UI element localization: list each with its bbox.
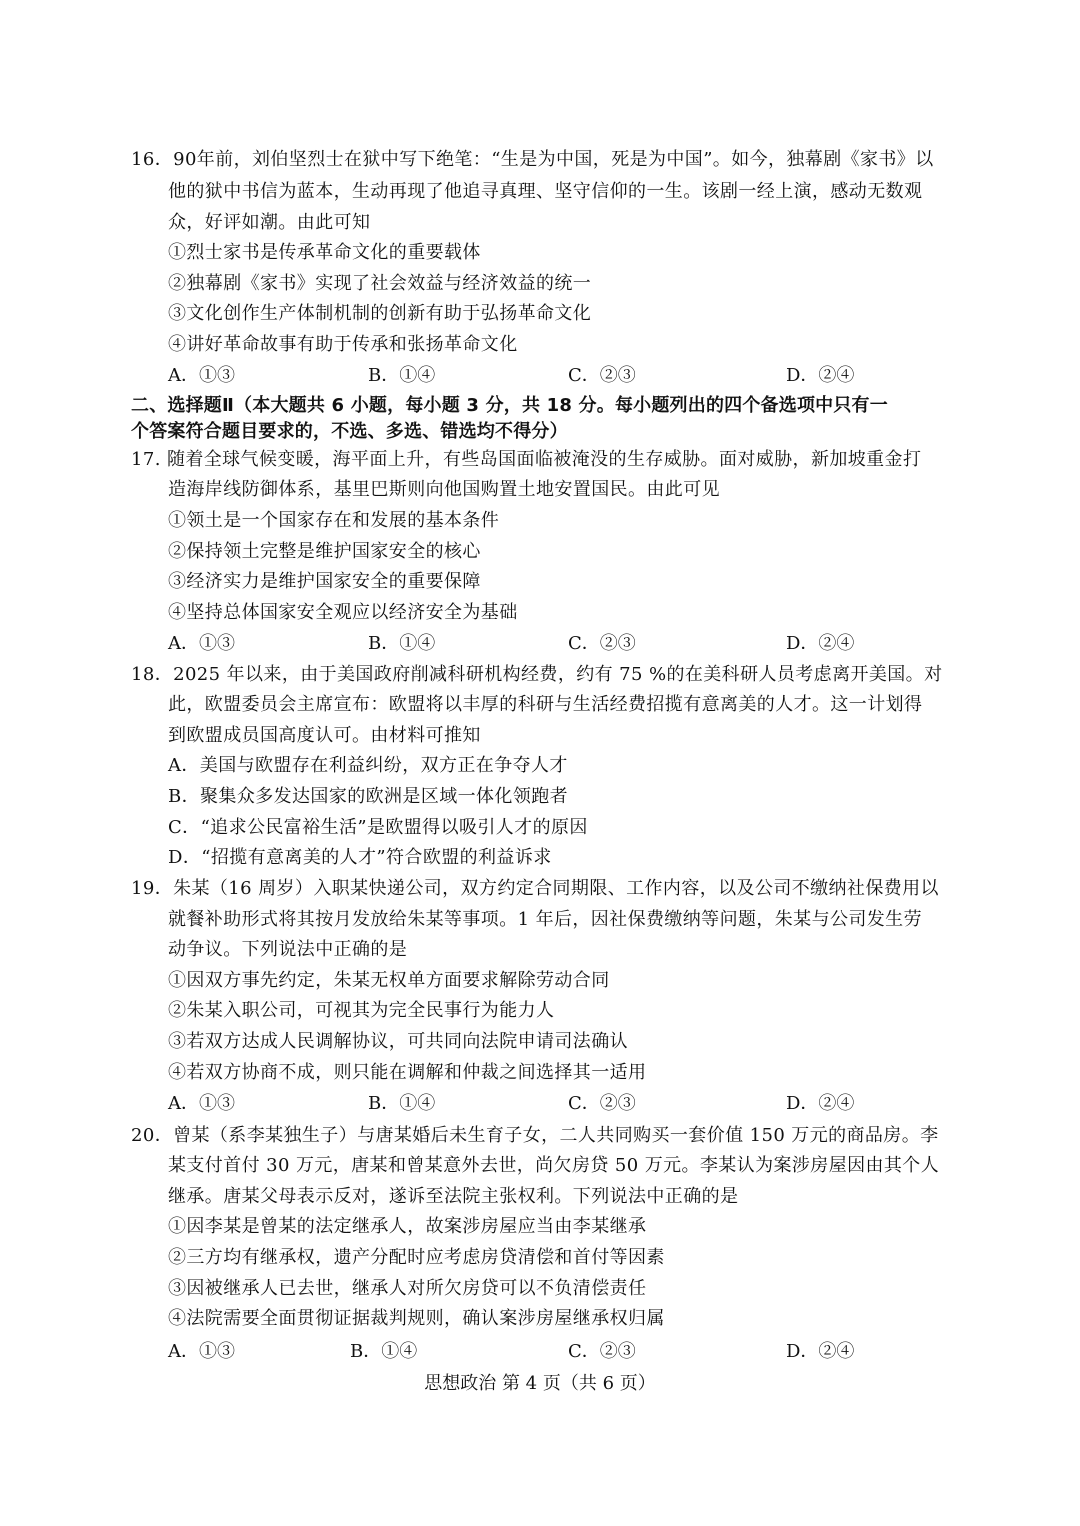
- q19-statement-2: ②朱某入职公司，可视其为完全民事行为能力人: [168, 1000, 555, 1021]
- q20-statement-2: ②三方均有继承权，遗产分配时应考虑房贷清偿和首付等因素: [168, 1247, 665, 1268]
- q16-option-a: A．①③: [168, 365, 235, 386]
- section-heading-line-1: 二、选择题Ⅱ（本大题共 6 小题，每小题 3 分，共 18 分。每小题列出的四个备选项中只有一: [131, 395, 888, 416]
- q20-statement-4: ④法院需要全面贯彻证据裁判规则，确认案涉房屋继承权归属: [168, 1308, 665, 1329]
- q20-stem-line-1: 20．曾某（系李某独生子）与唐某婚后未生育子女，二人共同购买一套价值 150 万元的商品房。李: [131, 1125, 939, 1146]
- q19-stem-line-3: 动争议。下列说法中正确的是: [168, 939, 408, 960]
- q17-statement-2: ②保持领土完整是维护国家安全的核心: [168, 541, 481, 562]
- section-heading-line-2: 个答案符合题目要求的，不选、多选、错选均不得分）: [131, 421, 568, 442]
- q18-choice-d: D．“招揽有意离美的人才”符合欧盟的利益诉求: [168, 847, 552, 868]
- q17-statement-4: ④坚持总体国家安全观应以经济安全为基础: [168, 602, 518, 623]
- q16-option-c: C．②③: [568, 365, 636, 386]
- q16-statement-1: ①烈士家书是传承革命文化的重要载体: [168, 242, 481, 263]
- q16-stem-line-2: 他的狱中书信为蓝本，生动再现了他追寻真理、坚守信仰的一生。该剧一经上演，感动无数观: [168, 181, 923, 202]
- q17-stem-line-1: 17. 随着全球气候变暖，海平面上升，有些岛国面临被淹没的生存威胁。面对威胁，新加坡重金打: [131, 449, 922, 470]
- q17-stem-line-2: 造海岸线防御体系，基里巴斯则向他国购置土地安置国民。由此可见: [168, 479, 720, 500]
- q18-choice-a: A．美国与欧盟存在利益纠纷，双方正在争夺人才: [168, 755, 568, 776]
- q17-statement-3: ③经济实力是维护国家安全的重要保障: [168, 571, 481, 592]
- q20-stem-line-3: 继承。唐某父母表示反对，遂诉至法院主张权利。下列说法中正确的是: [168, 1186, 739, 1207]
- q16-stem-line-3: 众，好评如潮。由此可知: [168, 212, 371, 233]
- q19-option-d: D．②④: [786, 1093, 855, 1114]
- q20-option-c: C．②③: [568, 1341, 636, 1362]
- q17-statement-1: ①领土是一个国家存在和发展的基本条件: [168, 510, 500, 531]
- q20-statement-1: ①因李某是曾某的法定继承人，故案涉房屋应当由李某继承: [168, 1216, 647, 1237]
- q19-option-b: B．①④: [368, 1093, 436, 1114]
- q19-option-a: A．①③: [168, 1093, 235, 1114]
- q16-stem-line-1: 16．90年前，刘伯坚烈士在狱中写下绝笔：“生是为中国，死是为中国”。如今，独幕剧《家书》以: [131, 149, 934, 170]
- q17-option-b: B．①④: [368, 633, 436, 654]
- q19-option-c: C．②③: [568, 1093, 636, 1114]
- q16-statement-2: ②独幕剧《家书》实现了社会效益与经济效益的统一: [168, 273, 592, 294]
- q18-stem-line-3: 到欧盟成员国高度认可。由材料可推知: [168, 725, 481, 746]
- q18-stem-line-1: 18．2025 年以来，由于美国政府削减科研机构经费，约有 75 %的在美科研人员考虑离开美国。对: [131, 664, 943, 685]
- page-footer: 思想政治 第 4 页（共 6 页）: [424, 1373, 656, 1394]
- q19-statement-4: ④若双方协商不成，则只能在调解和仲裁之间选择其一适用: [168, 1062, 647, 1083]
- q18-choice-c: C．“追求公民富裕生活”是欧盟得以吸引人才的原因: [168, 817, 588, 838]
- q16-statement-4: ④讲好革命故事有助于传承和张扬革命文化: [168, 334, 518, 355]
- q19-stem-line-2: 就餐补助形式将其按月发放给朱某等事项。1 年后，因社保费缴纳等问题，朱某与公司发生劳: [168, 909, 922, 930]
- q17-option-a: A．①③: [168, 633, 235, 654]
- q20-stem-line-2: 某支付首付 30 万元，唐某和曾某意外去世，尚欠房贷 50 万元。李某认为案涉房屋因由其个人: [168, 1155, 940, 1176]
- q17-option-d: D．②④: [786, 633, 855, 654]
- q20-statement-3: ③因被继承人已去世，继承人对所欠房贷可以不负清偿责任: [168, 1278, 647, 1299]
- q20-option-a: A．①③: [168, 1341, 235, 1362]
- q18-stem-line-2: 此，欧盟委员会主席宣布：欧盟将以丰厚的科研与生活经费招揽有意离美的人才。这一计划得: [168, 694, 923, 715]
- q17-option-c: C．②③: [568, 633, 636, 654]
- q19-statement-1: ①因双方事先约定，朱某无权单方面要求解除劳动合同: [168, 970, 610, 991]
- q18-choice-b: B．聚集众多发达国家的欧洲是区域一体化领跑者: [168, 786, 569, 807]
- q19-statement-3: ③若双方达成人民调解协议，可共同向法院申请司法确认: [168, 1031, 628, 1052]
- q16-option-d: D．②④: [786, 365, 855, 386]
- q16-statement-3: ③文化创作生产体制机制的创新有助于弘扬革命文化: [168, 303, 592, 324]
- q20-option-b: B．①④: [350, 1341, 418, 1362]
- q16-option-b: B．①④: [368, 365, 436, 386]
- q19-stem-line-1: 19．朱某（16 周岁）入职某快递公司，双方约定合同期限、工作内容，以及公司不缴纳社保费用以: [131, 878, 939, 899]
- q20-option-d: D．②④: [786, 1341, 855, 1362]
